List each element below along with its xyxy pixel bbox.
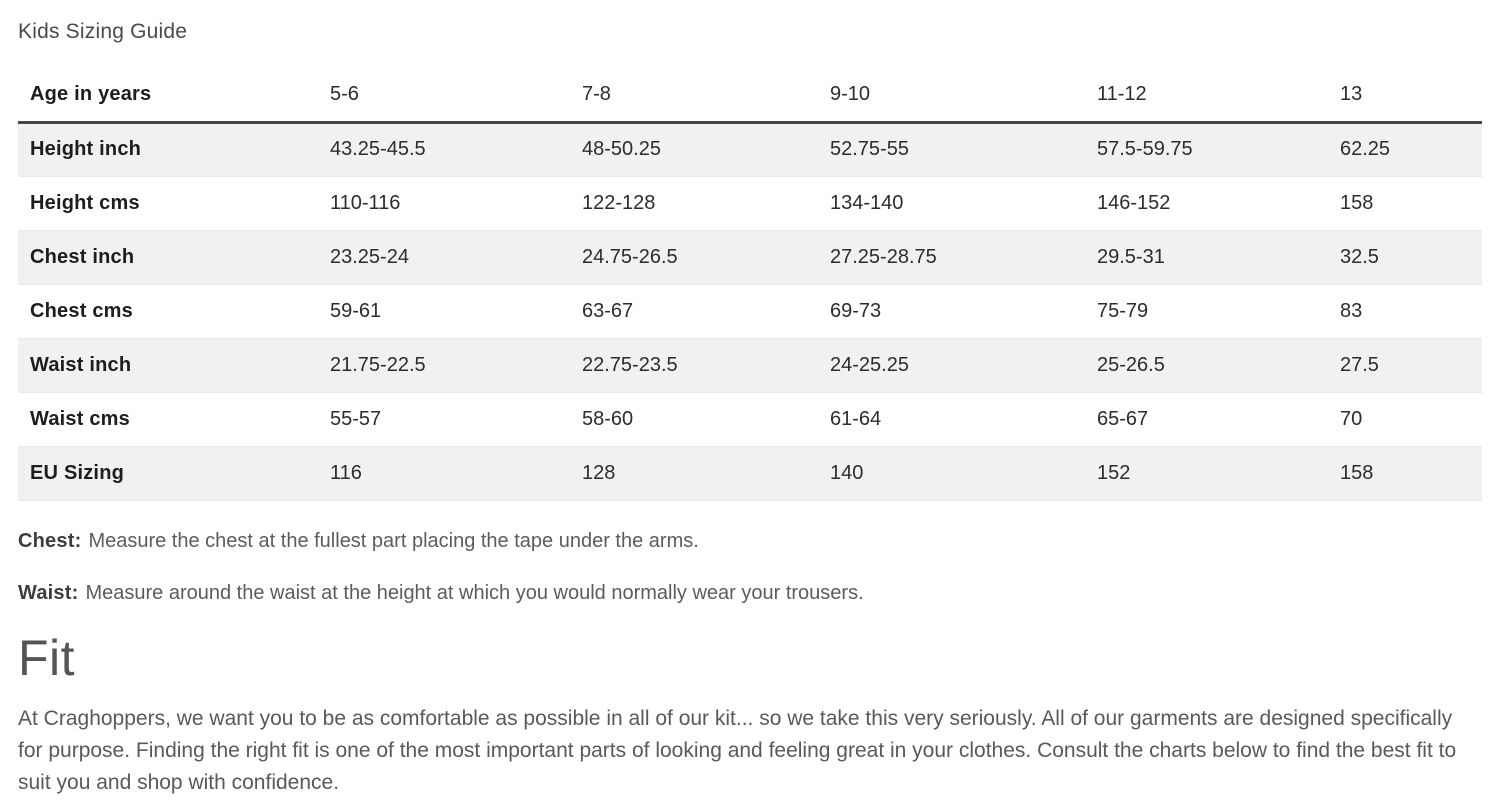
row-value: 63-67 [582,299,634,322]
row-value: 146-152 [1097,191,1171,214]
header-cell: 13 [1340,83,1363,106]
row-value: 134-140 [830,191,904,214]
row-label: Height inch [30,138,142,160]
row-value: 152 [1097,461,1131,484]
header-row-label: Age in years [30,83,152,106]
sizing-guide-page [0,20,1500,799]
row-value: 158 [1340,461,1374,484]
table-row [18,284,1482,338]
table-row [18,338,1482,392]
chest-note-label: Chest: [18,529,82,552]
row-value: 158 [1340,191,1374,214]
row-label: Chest cms [30,299,133,322]
header-cell: 11-12 [1097,83,1147,106]
table-row [18,122,1482,176]
waist-note [18,581,1482,605]
row-value: 22.75-23.5 [582,353,678,376]
row-label: Height cms [30,191,140,214]
table-row [18,446,1482,500]
row-value: 21.75-22.5 [330,353,426,376]
row-value: 59-61 [330,299,382,322]
row-value: 48-50.25 [582,138,661,160]
row-value: 24.75-26.5 [582,245,678,268]
header-cell: 9-10 [830,83,871,106]
row-value: 27.5 [1340,353,1379,376]
row-value: 128 [582,461,616,484]
header-cell: 5-6 [330,83,359,106]
kids-sizing-table [18,69,1482,501]
row-value: 69-73 [830,299,882,322]
fit-section-body: At Craghoppers, we want you to be as comfortable as possible in all of our kit... so we take this very seriously. All of our garments are designed specifically for purpose. Finding the right fit is one of the most important parts of looking and feeling great in your clothes. Consult the charts below to find the best fit to suit you and shop with confidence. [18,706,1457,794]
row-value: 110-116 [330,191,401,214]
row-value: 62.25 [1340,138,1391,160]
waist-note-text: Measure around the waist at the height at which you would normally wear your trousers. [85,581,864,604]
row-value: 116 [330,461,362,484]
row-label: Waist inch [30,353,132,376]
row-value: 52.75-55 [830,138,909,160]
row-value: 140 [830,461,864,484]
row-label: EU Sizing [30,461,125,484]
chest-note [18,529,1482,553]
header-cell: 7-8 [582,83,611,106]
waist-note-label: Waist: [18,581,79,604]
row-value: 55-57 [330,407,382,430]
row-value: 83 [1340,299,1363,322]
row-label: Chest inch [30,245,135,268]
row-value: 25-26.5 [1097,353,1165,376]
page-title: Kids Sizing Guide [18,20,188,43]
row-value: 24-25.25 [830,353,909,376]
row-value: 61-64 [830,407,882,430]
table-row [18,230,1482,284]
row-value: 58-60 [582,407,634,430]
table-header-row [18,69,1482,122]
row-value: 122-128 [582,191,656,214]
row-value: 57.5-59.75 [1097,138,1193,160]
row-value: 29.5-31 [1097,245,1165,268]
table-row [18,176,1482,230]
fit-section-heading: Fit [18,629,76,686]
chest-note-text: Measure the chest at the fullest part placing the tape under the arms. [88,529,699,552]
table-row [18,392,1482,446]
row-value: 27.25-28.75 [830,245,937,268]
row-value: 75-79 [1097,299,1149,322]
row-value: 23.25-24 [330,245,409,268]
row-value: 65-67 [1097,407,1149,430]
row-label: Waist cms [30,407,130,430]
row-value: 32.5 [1340,245,1379,268]
row-value: 43.25-45.5 [330,138,426,160]
row-value: 70 [1340,407,1363,430]
